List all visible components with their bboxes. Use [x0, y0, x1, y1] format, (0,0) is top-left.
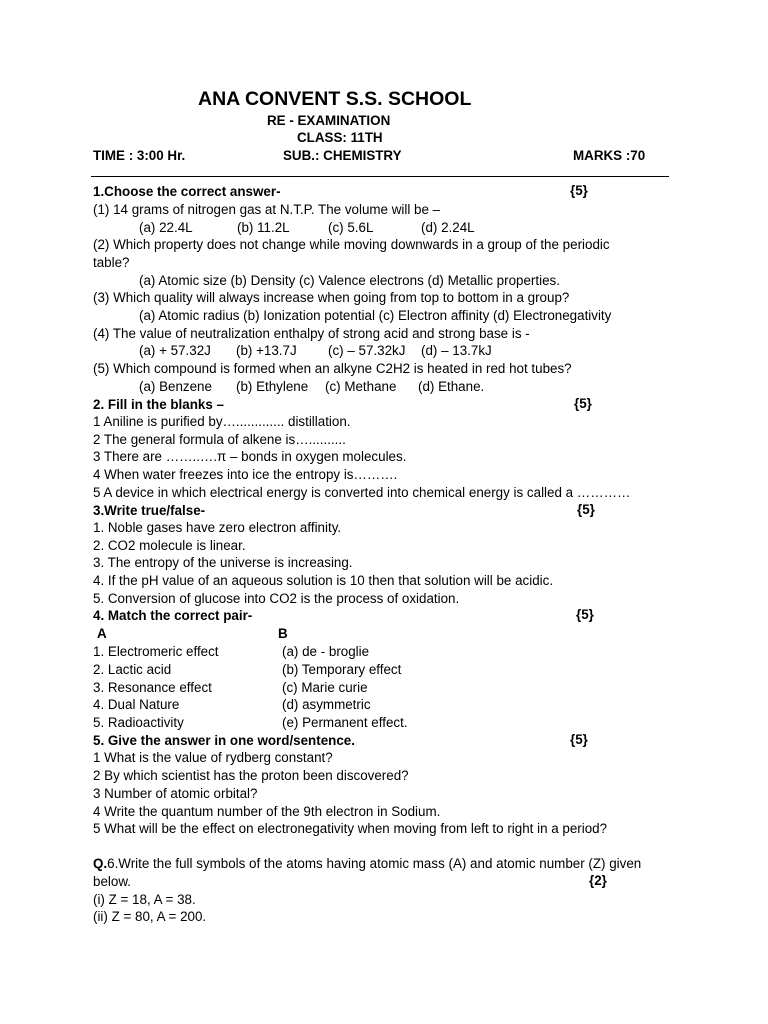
option: (a) Benzene — [139, 379, 212, 394]
q6-item: (i) Z = 18, A = 38. — [93, 892, 196, 907]
q1-item-3: (3) Which quality will always increase when going from top to bottom in a group? — [93, 290, 570, 305]
q6-question: 6.Write the full symbols of the atoms having atomic mass (A) and atomic number (Z) given — [107, 856, 642, 871]
q4-marks: {5} — [576, 607, 594, 622]
q3-marks: {5} — [577, 502, 595, 517]
option: (b) Ethylene — [236, 379, 309, 394]
q5-item: 2 By which scientist has the proton been discovered? — [93, 768, 409, 783]
option: (a) 22.4L — [139, 220, 193, 235]
exam-title: RE - EXAMINATION — [267, 113, 391, 128]
q4-col-a-item: 4. Dual Nature — [93, 697, 180, 712]
marks-label: MARKS :70 — [573, 148, 646, 163]
q4-col-b-item: (c) Marie curie — [282, 680, 368, 695]
q3-item: 4. If the pH value of an aqueous solution is 10 then that solution will be acidic. — [93, 573, 554, 588]
q4-col-b-item: (e) Permanent effect. — [282, 715, 408, 730]
q4-heading: 4. Match the correct pair- — [93, 608, 253, 623]
subject-label: SUB.: CHEMISTRY — [283, 148, 402, 163]
q2-marks: {5} — [574, 396, 592, 411]
class-label: CLASS: 11TH — [297, 130, 383, 145]
q1-item-5-options — [139, 378, 484, 395]
q4-col-a-item: 2. Lactic acid — [93, 662, 172, 677]
q1-item-1: (1) 14 grams of nitrogen gas at N.T.P. The volume will be – — [93, 202, 441, 217]
option: (d) – 13.7kJ — [421, 343, 492, 358]
option: (b) 11.2L — [237, 220, 290, 235]
q4-col-a-item: 5. Radioactivity — [93, 715, 184, 730]
option: (c) 5.6L — [328, 220, 374, 235]
q1-item-5: (5) Which compound is formed when an alkyne C2H2 is heated in red hot tubes? — [93, 361, 572, 376]
q4-col-b-item: (d) asymmetric — [282, 697, 371, 712]
q1-item-4: (4) The value of neutralization enthalpy of strong acid and strong base is - — [93, 326, 530, 341]
q6-text-cont: below. — [93, 874, 131, 889]
option: (a) + 57.32J — [139, 343, 211, 358]
q5-marks: {5} — [570, 732, 588, 747]
time-label: TIME : 3:00 Hr. — [93, 148, 186, 163]
q6-text — [93, 855, 641, 872]
option: (c) – 57.32kJ — [328, 343, 406, 358]
q3-item: 3. The entropy of the universe is increasing. — [93, 555, 353, 570]
q2-item: 5 A device in which electrical energy is converted into chemical energy is called a ………… — [93, 485, 631, 500]
q4-col-b-item: (a) de - broglie — [282, 644, 370, 659]
q2-item: 4 When water freezes into ice the entropy is………. — [93, 467, 398, 482]
q6-prefix: Q. — [93, 856, 108, 871]
q6-item: (ii) Z = 80, A = 200. — [93, 909, 207, 924]
q4-col-a-item: 1. Electromeric effect — [93, 644, 219, 659]
q5-item: 5 What will be the effect on electronegativity when moving from left to right in a period? — [93, 821, 608, 836]
q1-item-1-options — [139, 219, 475, 236]
q3-item: 2. CO2 molecule is linear. — [93, 538, 246, 553]
q1-item-2-options: (a) Atomic size (b) Density (c) Valence electrons (d) Metallic properties. — [139, 273, 560, 288]
q2-item: 3 There are ……..….π – bonds in oxygen molecules. — [93, 449, 407, 464]
q2-item: 2 The general formula of alkene is….......... — [93, 432, 346, 447]
option: (d) Ethane. — [418, 379, 485, 394]
q5-item: 3 Number of atomic orbital? — [93, 786, 258, 801]
q4-col-b-item: (b) Temporary effect — [282, 662, 402, 677]
q1-item-2: (2) Which property does not change while moving downwards in a group of the periodic — [93, 237, 610, 252]
q1-item-4-options — [139, 342, 492, 359]
q6-marks: {2} — [589, 873, 607, 888]
header-divider — [91, 176, 669, 177]
option: (b) +13.7J — [236, 343, 297, 358]
q3-heading: 3.Write true/false- — [93, 503, 206, 518]
q3-item: 5. Conversion of glucose into CO2 is the process of oxidation. — [93, 591, 460, 606]
option: (c) Methane — [325, 379, 397, 394]
q4-col-b-head: B — [278, 626, 288, 641]
q4-col-a-item: 3. Resonance effect — [93, 680, 212, 695]
school-name: ANA CONVENT S.S. SCHOOL — [198, 88, 472, 110]
q3-item: 1. Noble gases have zero electron affinity. — [93, 520, 342, 535]
q5-item: 1 What is the value of rydberg constant? — [93, 750, 333, 765]
q1-item-2-cont: table? — [93, 255, 130, 270]
q5-heading: 5. Give the answer in one word/sentence. — [93, 733, 355, 748]
q1-item-3-options: (a) Atomic radius (b) Ionization potential (c) Electron affinity (d) Electronegativity — [139, 308, 612, 323]
option: (d) 2.24L — [421, 220, 475, 235]
q1-heading: 1.Choose the correct answer- — [93, 184, 281, 199]
q2-item: 1 Aniline is purified by…............. distillation. — [93, 414, 351, 429]
q4-col-a-head: A — [97, 626, 107, 641]
q1-marks: {5} — [570, 183, 588, 198]
q2-heading: 2. Fill in the blanks – — [93, 397, 224, 412]
q5-item: 4 Write the quantum number of the 9th electron in Sodium. — [93, 804, 441, 819]
